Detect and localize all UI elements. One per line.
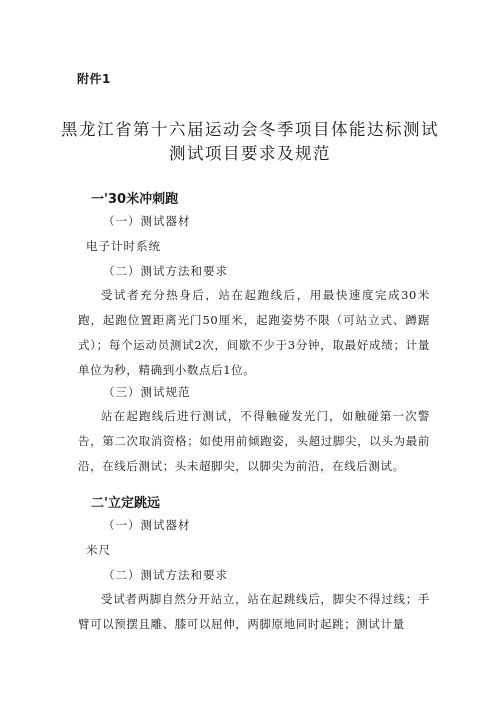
- document-title-line-2: 测试项目要求及规范: [169, 144, 331, 163]
- equipment-text: 电子计时系统: [86, 239, 161, 253]
- subheading-rules: （三）测试规范: [103, 385, 191, 399]
- subheading-method-2: （二）测试方法和要求: [103, 568, 228, 582]
- section-heading-sprint: 一'30米冲刺跑: [91, 192, 179, 207]
- method-paragraph: 受试者充分热身后，站在起跑线后，用最快速度完成30米跑，起跑位置距离光门50厘米，起跑姿势不限（可站立式、蹲踞式）；每个运动员测试2次，间歇不少于3分钟，取最好成绩；计量单位为秒，精确到小数点后1位。: [78, 288, 430, 377]
- rules-paragraph: 站在起跑线后进行测试，不得触碰发光门，如触碰第一次警告，第二次取消资格；如使用前倾跑姿，头超过脚尖，以头为最前沿，在线后测试；头未超脚尖，以脚尖为前沿，在线后测试。: [78, 409, 430, 473]
- subheading-method: （二）测试方法和要求: [103, 264, 228, 278]
- section-heading-standing-jump: 二'立定跳远: [91, 496, 160, 511]
- attachment-label: 附件1: [77, 72, 111, 86]
- document-title-line-1: 黑龙江省第十六届运动会冬季项目体能达标测试: [61, 120, 439, 139]
- method-paragraph-2: 受试者两脚自然分开站立，站在起跳线后，脚尖不得过线；手臂可以预摆且雕、膝可以屈伸，两脚原地同时起跳；测试计量: [78, 592, 430, 631]
- subheading-equipment-2: （一）测试器材: [103, 518, 191, 532]
- subheading-equipment: （一）测试器材: [103, 214, 191, 228]
- equipment-text-2: 米尺: [86, 543, 111, 557]
